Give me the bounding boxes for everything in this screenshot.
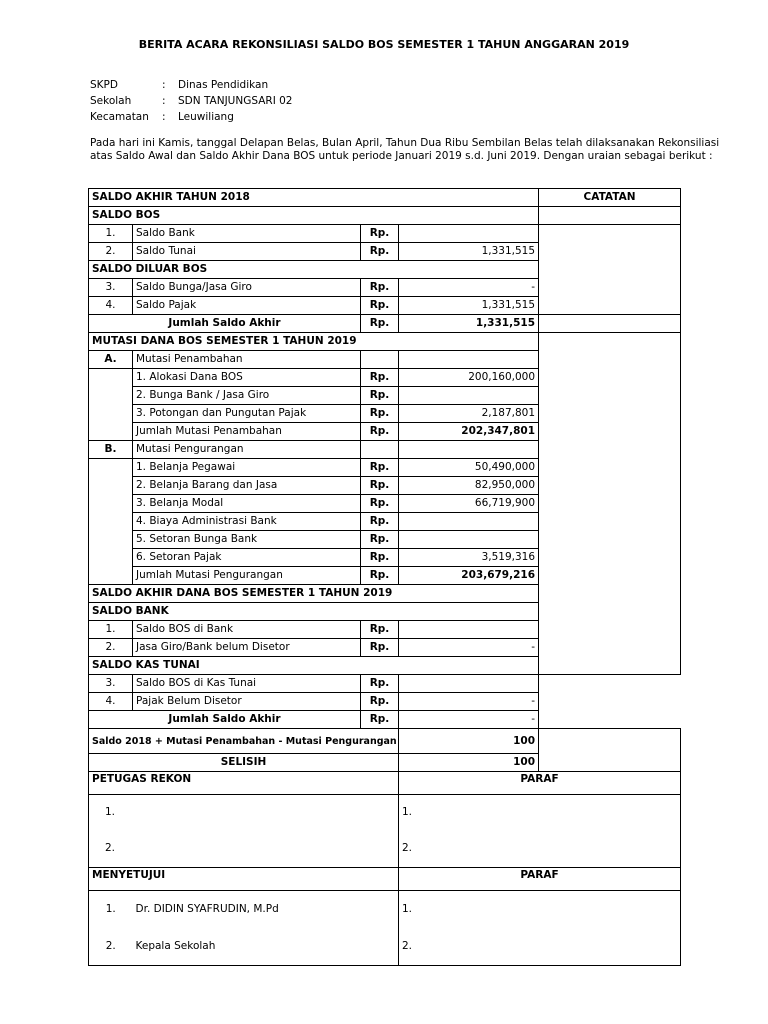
pengurangan-item: 5. Setoran Bunga Bank [133, 531, 361, 549]
kecamatan-label: Kecamatan [90, 111, 149, 123]
jumlah-saldo-akhir-label: Jumlah Saldo Akhir [89, 315, 361, 333]
mutasi-header: MUTASI DANA BOS SEMESTER 1 TAHUN 2019 [89, 333, 539, 351]
approver-1-name: Dr. DIDIN SYAFRUDIN, M.Pd [133, 891, 399, 928]
penambahan-item: 2. Bunga Bank / Jasa Giro [133, 387, 361, 405]
petugas-rekon-label: PETUGAS REKON [89, 772, 399, 795]
saldo-bank-label: Saldo Bank [133, 225, 361, 243]
pengurangan-item: 6. Setoran Pajak [133, 549, 361, 567]
saldo-bos-header: SALDO BOS [89, 207, 539, 225]
saldo-bunga-label: Saldo Bunga/Jasa Giro [133, 279, 361, 297]
intro-paragraph: Pada hari ini Kamis, tanggal Delapan Belas, Bulan April, Tahun Dua Ribu Sembilan Belas telah dilaksanakan Rekonsiliasi atas Saldo Awal dan Saldo Akhir Dana BOS untuk periode Januari 2019 s.d. Juni 2019. Dengan uraian sebagai berikut : [90, 137, 720, 162]
saldo-tunai-value: 1,331,515 [399, 243, 539, 261]
kecamatan-value: Leuwiliang [178, 111, 234, 123]
menyetujui-label: MENYETUJUI [89, 868, 399, 891]
pengurangan-item: 3. Belanja Modal [133, 495, 361, 513]
pengurangan-item: 1. Belanja Pegawai [133, 459, 361, 477]
approver-paraf-1: 1. [399, 891, 681, 928]
pajak-belum-label: Pajak Belum Disetor [133, 693, 361, 711]
jumlah-penambahan-label: Jumlah Mutasi Penambahan [133, 423, 361, 441]
saldo-bos-kas-label: Saldo BOS di Kas Tunai [133, 675, 361, 693]
petugas-paraf-1: 1. [399, 795, 681, 830]
saldo-bunga-value: - [399, 279, 539, 297]
petugas-paraf-label: PARAF [399, 772, 681, 795]
saldo-pajak-label: Saldo Pajak [133, 297, 361, 315]
jumlah-penambahan-value: 202,347,801 [399, 423, 539, 441]
jasa-giro-label: Jasa Giro/Bank belum Disetor [133, 639, 361, 657]
jumlah-saldo-akhir-value: 1,331,515 [399, 315, 539, 333]
saldo-kas-header: SALDO KAS TUNAI [89, 657, 539, 675]
pengurangan-item: 4. Biaya Administrasi Bank [133, 513, 361, 531]
mutasi-pengurangan-label: Mutasi Pengurangan [133, 441, 361, 459]
jumlah-pengurangan-value: 203,679,216 [399, 567, 539, 585]
saldo-diluar-bos-header: SALDO DILUAR BOS [89, 261, 539, 279]
selisih-label: SELISIH [89, 754, 399, 772]
page-title: BERITA ACARA REKONSILIASI SALDO BOS SEMESTER 1 TAHUN ANGGARAN 2019 [138, 38, 630, 51]
saldo-akhir-2018-header: SALDO AKHIR TAHUN 2018 [89, 189, 539, 207]
penambahan-item: 1. Alokasi Dana BOS [133, 369, 361, 387]
jumlah-saldo-akhir2-label: Jumlah Saldo Akhir [89, 711, 361, 729]
saldo-bos-bank-label: Saldo BOS di Bank [133, 621, 361, 639]
skpd-value: Dinas Pendidikan [178, 79, 269, 91]
approver-paraf-2: 2. [399, 927, 681, 966]
saldo-pajak-value: 1,331,515 [399, 297, 539, 315]
skpd-label: SKPD [90, 79, 118, 91]
sekolah-value: SDN TANJUNGSARI 02 [178, 95, 293, 107]
saldo-akhir-2019-header: SALDO AKHIR DANA BOS SEMESTER 1 TAHUN 2019 [89, 585, 539, 603]
menyetujui-paraf-label: PARAF [399, 868, 681, 891]
petugas-2: 2. [89, 829, 399, 868]
saldo-tunai-label: Saldo Tunai [133, 243, 361, 261]
formula-label: Saldo 2018 + Mutasi Penambahan - Mutasi Pengurangan [89, 729, 399, 754]
formula-value: 100 [399, 729, 539, 754]
penambahan-item: 3. Potongan dan Pungutan Pajak [133, 405, 361, 423]
petugas-1: 1. [89, 795, 399, 830]
saldo-bank-header: SALDO BANK [89, 603, 539, 621]
catatan-header: CATATAN [539, 189, 681, 207]
petugas-paraf-2: 2. [399, 829, 681, 868]
reconciliation-table: SALDO AKHIR TAHUN 2018 CATATAN SALDO BOS 1. Saldo Bank Rp. 2. Saldo Tunai Rp. 1,331,515 SALDO DILUAR BOS 3. Saldo Bunga/Jasa Giro Rp. - 4. Saldo Pajak Rp. 1,331,515 Jumlah Saldo Akhir Rp. 1,331,515 MUTASI DANA BOS SEMESTER 1 TAHUN 2019 A. Mutasi Penambahan 1. Alokasi Dana BOS Rp. 200,160,000 2. Bunga Bank / Jasa Giro Rp. 3. Potongan dan Pungutan Pajak Rp. 2,187,801 Jumlah Mutasi Penambahan Rp. 202,347,801 B. Mutasi Pengurangan 1. Belanja Pegawai Rp. 50,490,000 2. Belanja Barang dan Jasa Rp. 82,950,000 3. Belanja Modal Rp. 66,719,900 4. Biaya Administrasi Bank Rp. 5. Setoran Bunga Bank Rp. 6. Setoran Pajak Rp. 3,519,316 Jumlah Mutasi Pengurangan Rp. 203,679,216 SALDO AKHIR DANA BOS SEMESTER 1 TAHUN 2019 SALDO BANK 1. Saldo BOS di Bank Rp. 2. Jasa Giro/Bank belum Disetor Rp. - SALDO KAS TUNAI 3. Saldo BOS di Kas Tunai Rp. 4. Pajak Belum Disetor Rp. - Jumlah Saldo Akhir Rp. - Saldo 2018 + Mutasi Penambahan - Mutasi Pengurangan 100 SELISIH 100 PETUGAS REKON PARAF 1. 1. 2. 2. MENYETUJUI PARAF 1. Dr. DIDIN SYAFRUDIN, M.Pd 1. 2. Kepala Sekolah 2. [88, 188, 681, 966]
mutasi-penambahan-label: Mutasi Penambahan [133, 351, 361, 369]
pengurangan-item: 2. Belanja Barang dan Jasa [133, 477, 361, 495]
colon: : [162, 111, 166, 123]
colon: : [162, 95, 166, 107]
approver-2-name: Kepala Sekolah [133, 927, 399, 966]
colon: : [162, 79, 166, 91]
selisih-value: 100 [399, 754, 539, 772]
catatan-cell [539, 225, 681, 315]
saldo-bank-value [399, 225, 539, 243]
sekolah-label: Sekolah [90, 95, 132, 107]
jumlah-pengurangan-label: Jumlah Mutasi Pengurangan [133, 567, 361, 585]
